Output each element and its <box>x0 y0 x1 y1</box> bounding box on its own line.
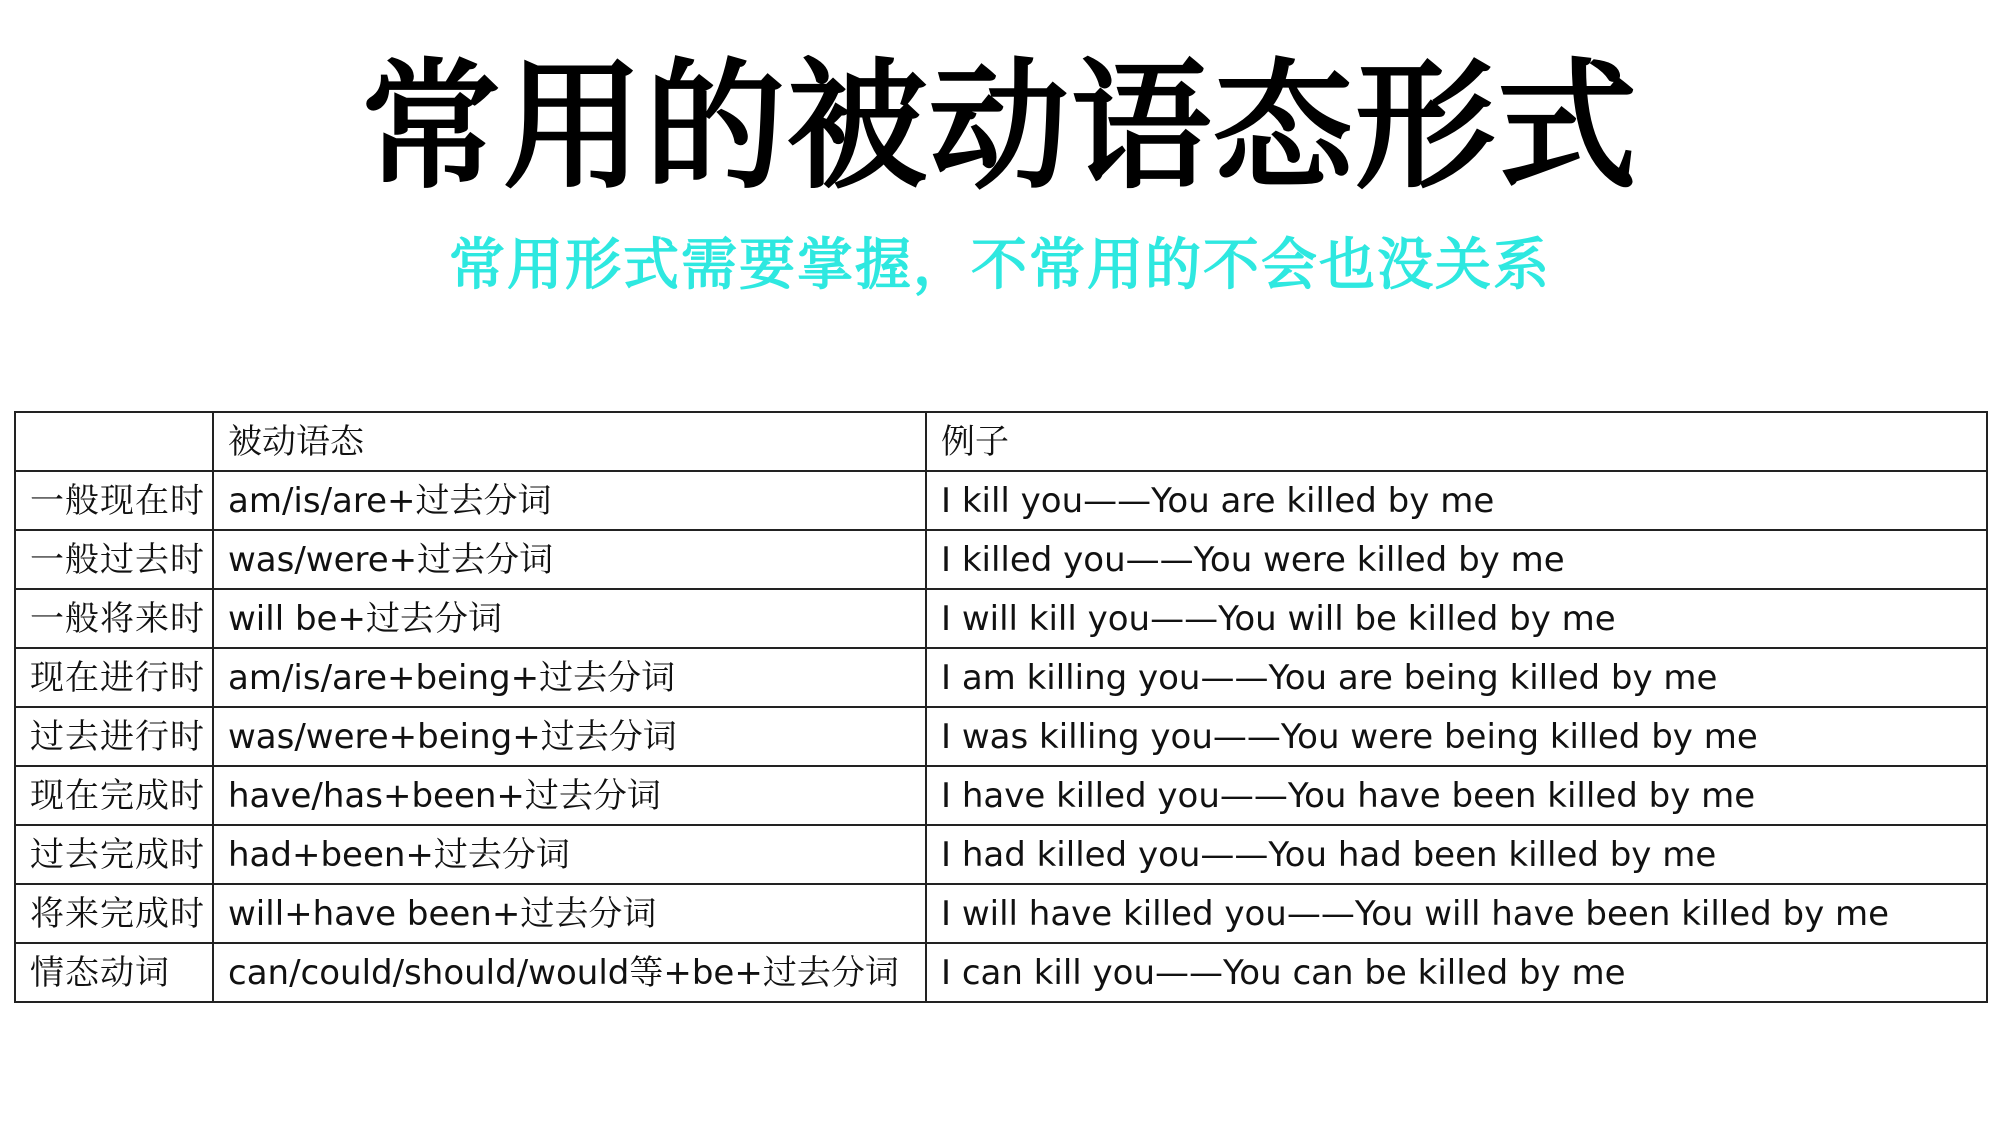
page-title: 常用的被动语态形式 <box>360 46 1639 209</box>
table-row <box>15 766 1987 825</box>
tense-cell: 一般将来时 <box>15 589 213 648</box>
tense-cell: 过去完成时 <box>15 825 213 884</box>
example-cell: I am killing you——You are being killed by me <box>926 648 1987 707</box>
table-row <box>15 471 1987 530</box>
form-cell: am/is/are+过去分词 <box>213 471 926 530</box>
header-tense <box>15 412 213 471</box>
form-cell: am/is/are+being+过去分词 <box>213 648 926 707</box>
tense-cell: 将来完成时 <box>15 884 213 943</box>
table-row <box>15 589 1987 648</box>
tense-cell: 情态动词 <box>15 943 213 1002</box>
header-passive-voice: 被动语态 <box>213 412 926 471</box>
tense-cell: 现在完成时 <box>15 766 213 825</box>
example-cell: I will have killed you——You will have been killed by me <box>926 884 1987 943</box>
form-cell: will be+过去分词 <box>213 589 926 648</box>
form-cell: was/were+过去分词 <box>213 530 926 589</box>
example-cell: I kill you——You are killed by me <box>926 471 1987 530</box>
example-cell: I can kill you——You can be killed by me <box>926 943 1987 1002</box>
table-row <box>15 884 1987 943</box>
table-row <box>15 707 1987 766</box>
form-cell: was/were+being+过去分词 <box>213 707 926 766</box>
table-row <box>15 825 1987 884</box>
example-cell: I will kill you——You will be killed by me <box>926 589 1987 648</box>
tense-cell: 过去进行时 <box>15 707 213 766</box>
table-row <box>15 530 1987 589</box>
tense-cell: 一般过去时 <box>15 530 213 589</box>
tense-cell: 一般现在时 <box>15 471 213 530</box>
example-cell: I have killed you——You have been killed by me <box>926 766 1987 825</box>
form-cell: had+been+过去分词 <box>213 825 926 884</box>
tense-cell: 现在进行时 <box>15 648 213 707</box>
form-cell: will+have been+过去分词 <box>213 884 926 943</box>
table-body <box>15 471 1987 1002</box>
passive-voice-table <box>14 411 1988 1003</box>
example-cell: I had killed you——You had been killed by me <box>926 825 1987 884</box>
table-header-row <box>15 412 1987 471</box>
header-example: 例子 <box>926 412 1987 471</box>
example-cell: I killed you——You were killed by me <box>926 530 1987 589</box>
example-cell: I was killing you——You were being killed by me <box>926 707 1987 766</box>
table-row <box>15 943 1987 1002</box>
table-row <box>15 648 1987 707</box>
page-subtitle: 常用形式需要掌握，不常用的不会也没关系 <box>449 233 1551 298</box>
form-cell: can/could/should/would等+be+过去分词 <box>213 943 926 1002</box>
table-header <box>15 412 1987 471</box>
form-cell: have/has+been+过去分词 <box>213 766 926 825</box>
